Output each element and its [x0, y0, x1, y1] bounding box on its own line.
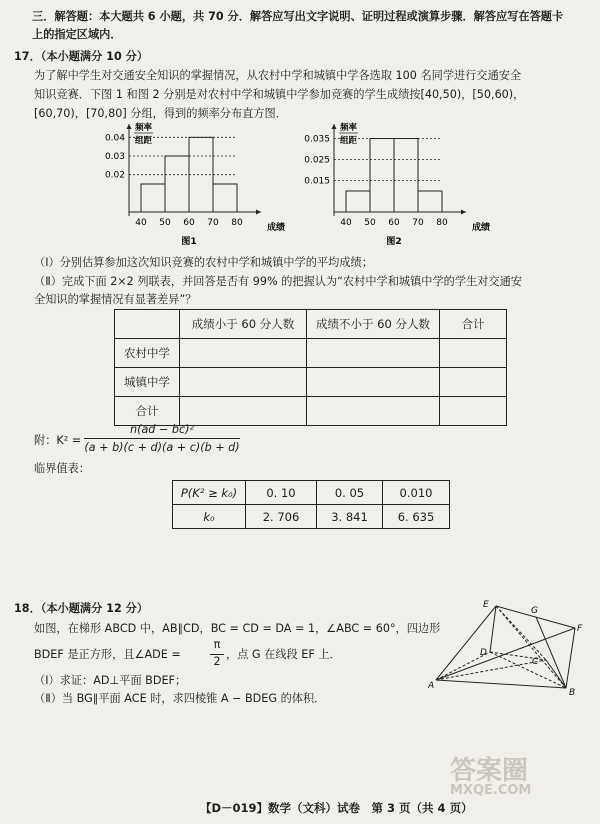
- y-arrow: [127, 124, 132, 129]
- y-tick-label: 0.015: [304, 176, 330, 187]
- histogram-figure-2: [290, 122, 500, 252]
- table-cell: [307, 339, 440, 368]
- table-row: [115, 368, 507, 397]
- x-tick-label: 40: [135, 218, 147, 228]
- q18-part2: （Ⅱ）当 BG∥平面 ACE 时，求四棱锥 A − BDEG 的体积．: [34, 692, 326, 705]
- row-label: P(K² ≥ k₀): [173, 481, 246, 505]
- table-cell: [440, 397, 507, 426]
- q18-text-2a: BDEF 是正方形，且∠ADE =: [34, 648, 181, 661]
- table-cell: 2. 706: [246, 505, 317, 529]
- table-cell: 0. 05: [317, 481, 383, 505]
- q17-part2-line2: 全知识的掌握情况有显著差异”？: [34, 293, 197, 306]
- formula-numerator: n(ad − bc)²: [129, 423, 194, 436]
- q18-text-2b: ，点 G 在线段 EF 上．: [226, 648, 341, 661]
- histogram-bar: [165, 156, 189, 212]
- y-arrow: [332, 124, 337, 129]
- watermark-text: 答案圈: [450, 756, 529, 786]
- y-axis-label-top: 频率: [340, 123, 358, 133]
- table-cell: [440, 368, 507, 397]
- table-cell: 0. 10: [246, 481, 317, 505]
- table-header: 成绩小于 60 分人数: [180, 310, 307, 339]
- q17-title: 17．（本小题满分 10 分）: [14, 50, 149, 63]
- q18-title: 18．（本小题满分 12 分）: [14, 602, 149, 615]
- watermark-url: MXQE.COM: [450, 783, 532, 798]
- contingency-table: [114, 309, 507, 426]
- angle-frac-num: π: [213, 638, 221, 651]
- y-axis-label-bottom: 组距: [135, 136, 153, 146]
- label-C: C: [532, 657, 539, 667]
- y-tick-label: 0.03: [104, 152, 125, 162]
- histogram-figure-1: [95, 122, 295, 252]
- table-row: [173, 505, 450, 529]
- table-cell: 3. 841: [317, 505, 383, 529]
- chart-title: 图2: [386, 237, 402, 247]
- label-A: A: [428, 681, 435, 691]
- x-tick-label: 50: [364, 218, 376, 228]
- angle-frac-den: 2: [213, 655, 221, 668]
- table-row: [115, 310, 507, 339]
- label-E: E: [483, 600, 489, 610]
- label-G: G: [531, 606, 538, 616]
- table-cell: [440, 339, 507, 368]
- histogram-bar: [418, 191, 442, 212]
- q17-part2-line1: （Ⅱ）完成下面 2×2 列联表，并回答是否有 99% 的把握认为“农村中学和城镇中学的学生对交通安: [34, 275, 522, 288]
- histogram-bar: [394, 139, 418, 213]
- q17-intro-3: [60,70)，[70,80] 分组，得到的频率分布直方图．: [34, 107, 287, 120]
- q18-text-1: 如图，在梯形 ABCD 中，AB∥CD，BC = CD = DA = 1，∠ABC = 60°，四边形: [34, 622, 441, 635]
- y-axis-label-bottom: 组距: [340, 136, 358, 146]
- chart-title: 图1: [181, 237, 197, 247]
- y-axis-label-top: 频率: [135, 123, 153, 133]
- row-label: k₀: [173, 505, 246, 529]
- table-header: 合计: [440, 310, 507, 339]
- label-B: B: [569, 688, 576, 698]
- x-tick-label: 70: [207, 218, 219, 228]
- x-tick-label: 70: [412, 218, 424, 228]
- trapezoid-square-figure: [428, 598, 588, 698]
- histogram-bar: [213, 184, 237, 212]
- section-header-line2: 上的指定区域内．: [32, 28, 122, 41]
- q17-part1: （Ⅰ）分别估算参加这次知识竞赛的农村中学和城镇中学的平均成绩；: [34, 256, 373, 269]
- y-tick-label: 0.025: [304, 155, 330, 166]
- formula-denominator: (a + b)(c + d)(a + c)(b + d): [84, 441, 240, 454]
- table-cell: [180, 339, 307, 368]
- formula-prefix: 附：K² =: [34, 434, 82, 447]
- table-row: [115, 397, 507, 426]
- section-header-line1: 三．解答题：本大题共 6 小题，共 70 分．解答应写出文字说明、证明过程或演算步骤．解答应写在答题卡: [32, 10, 564, 23]
- x-tick-label: 50: [159, 218, 171, 228]
- table-cell: [180, 368, 307, 397]
- x-tick-label: 60: [388, 218, 400, 228]
- q17-intro-2: 知识竞赛．下图 1 和图 2 分别是对农村中学和城镇中学参加竞赛的学生成绩按[40,50)，[50,60)，: [34, 88, 525, 101]
- x-arrow: [256, 210, 261, 215]
- y-tick-label: 0.04: [104, 133, 125, 144]
- row-label: 农村中学: [115, 339, 180, 368]
- table-cell: [307, 397, 440, 426]
- table-row: [173, 481, 450, 505]
- label-F: F: [577, 624, 583, 634]
- table-cell: [180, 397, 307, 426]
- x-arrow: [461, 210, 466, 215]
- histogram-bar: [346, 191, 370, 212]
- y-tick-label: 0.035: [304, 134, 330, 145]
- watermark: [450, 750, 590, 810]
- histogram-bar: [141, 184, 165, 212]
- y-tick-label: 0.02: [104, 170, 125, 181]
- table-header: 成绩不小于 60 分人数: [307, 310, 440, 339]
- row-label: 合计: [115, 397, 180, 426]
- table-cell: [307, 368, 440, 397]
- table-row: [115, 339, 507, 368]
- critical-value-table: [172, 480, 450, 529]
- x-axis-label: 成绩: [267, 223, 286, 233]
- q17-intro-1: 为了解中学生对交通安全知识的掌握情况，从农村中学和城镇中学各选取 100 名同学进行交通安全: [34, 69, 522, 82]
- histogram-bar: [370, 139, 394, 213]
- table-cell: 0.010: [383, 481, 450, 505]
- page-footer: 【D－019】数学（文科）试卷 第 3 页（共 4 页）: [200, 801, 473, 815]
- x-tick-label: 40: [340, 218, 352, 228]
- x-tick-label: 80: [231, 218, 243, 228]
- x-tick-label: 80: [436, 218, 448, 228]
- x-tick-label: 60: [183, 218, 195, 228]
- table-cell: 6. 635: [383, 505, 450, 529]
- table-cell: [115, 310, 180, 339]
- critical-value-label: 临界值表：: [34, 462, 90, 475]
- label-D: D: [480, 648, 487, 658]
- q18-part1: （Ⅰ）求证：AD⊥平面 BDEF；: [34, 674, 187, 687]
- fraction-bar: [84, 438, 240, 439]
- x-axis-label: 成绩: [472, 223, 491, 233]
- row-label: 城镇中学: [115, 368, 180, 397]
